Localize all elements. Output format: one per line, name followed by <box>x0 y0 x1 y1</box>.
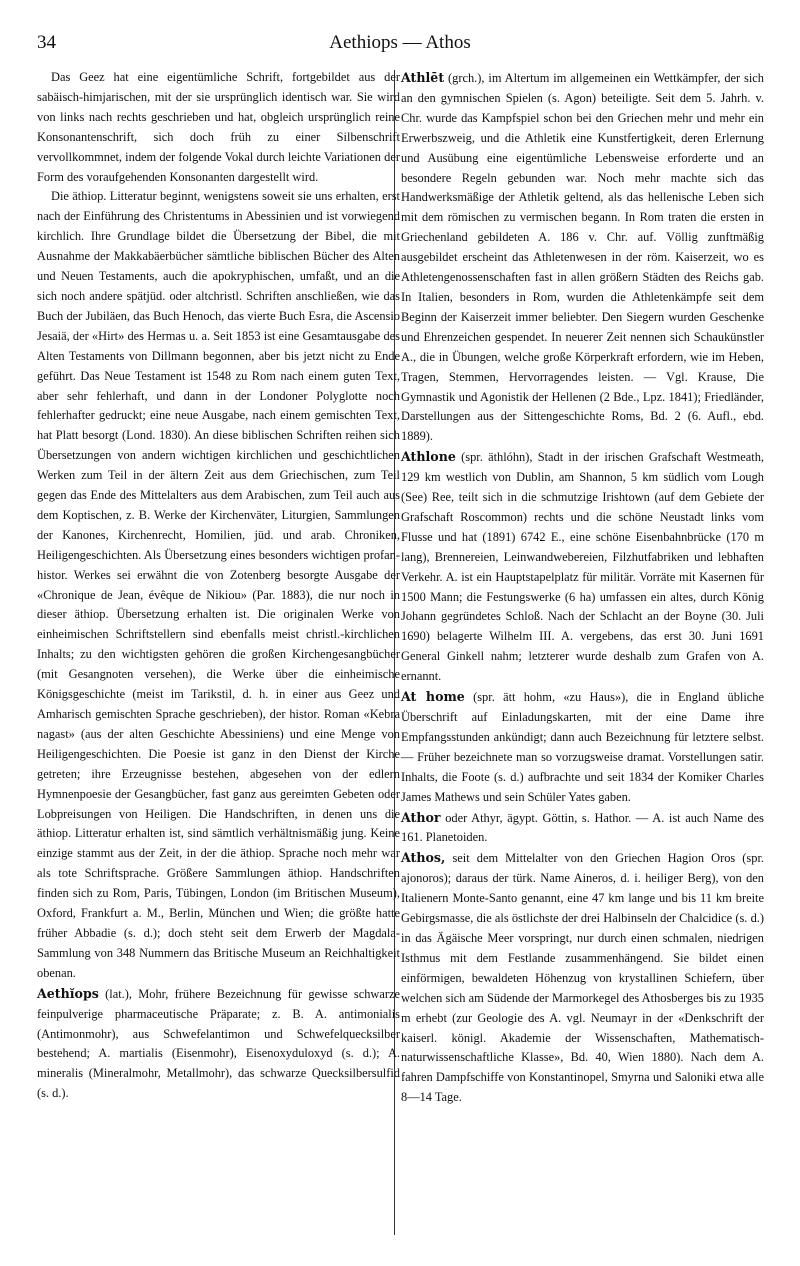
headword-athor: Athor <box>401 809 441 825</box>
right-column <box>401 68 764 1108</box>
page-number: 34 <box>37 32 56 53</box>
headword-aethiops: Aethĭops <box>37 985 99 1001</box>
entry-text-at-home: (spr. ätt hohm, «zu Haus»), die in England übliche Überschrift auf Einladungskarten, mit der eine Dame ihre Empfangsstunden ankündigt; dann auch Bezeichnung für letztere selbst. — Früher bezeichnete man so vorzugsweise dramat. Vorstellungen satir. Inhalts, die Foote (s. d.) aufbrachte und seit 1834 der Komiker Charles James Mathews und sein Schüler Yates gaben. <box>401 690 764 804</box>
entry-aethiops <box>37 984 400 1104</box>
entry-text-athor: oder Athyr, ägypt. Göttin, s. Hathor. — A. ist auch Name des 161. Planetoiden. <box>401 810 764 845</box>
headword-athos: Athos, <box>401 850 446 866</box>
entry-at-home <box>401 687 764 807</box>
entry-athlone <box>401 447 764 687</box>
page-header <box>37 32 763 56</box>
headword-athlone: Athlone <box>401 449 456 465</box>
left-column <box>37 68 400 1104</box>
entry-text-athos: seit dem Mittelalter von den Griechen Hagion Oros (spr. ajonoros); daraus der türk. Name Aineros, d. i. heiliger Berg), von den Italienern Monte-Santo genannt, eine 47 km lange und bis 11 km breite Gebirgsmasse, die als östlichste der drei Halbinseln der Chalcidice (s. d.) in das Ägäische Meer vorspringt, nur durch einen schmalen, niedrigen Isthmus mit dem Festlande zusammenhängend. Sie bildet einen einförmigen, bewaldeten Höhenzug von krystallinen Schiefern, über welchen sich am Südende der Marmorkegel des Athosberges bis zu 1935 m erhebt (zur Geologie des A. vgl. Neumayr in der «Denkschrift der kaiserl. königl. Akademie der Wissenschaften, Mathematisch-naturwissenschaftliche Klasse», Bd. 40, Wien 1880). Nach dem A. fahren Dampfschiffe von Konstantinopel, Smyrna und Saloniki etwa alle 8—14 Tage. <box>401 851 764 1105</box>
headword-athlet: Athlēt <box>401 70 445 85</box>
running-title: Aethiops — Athos <box>329 32 471 53</box>
entry-text-ethiopian-literature: Die äthiop. Litteratur beginnt, wenigstens soweit sie uns erhalten, erst nach der Einführung des Christentums in Abessinien und ist vorwiegend kirchlich. Ihre Grundlage bildet die Übersetzung der Bibel, die mit Ausnahme der Makkabäerbücher sämtliche biblischen Bücher des Alten und Neuen Testaments, auch die apokryphischen, umfaßt, und an die sich noch andere spätjüd. oder altchristl. Schriften anschließen, wie das Buch der Jubiläen, das Buch Henoch, das vierte Buch Esra, die Ascensio Jesaiä, der «Hirt» des Hermas u. a. Seit 1853 ist eine Gesamtausgabe des Alten Testaments von Dillmann begonnen, aber bis jetzt nicht zu Ende geführt. Das Neue Testament ist 1548 zu Rom nach einem guten Text, aber sehr fehlerhaft, und dann in der Londoner Polyglotte noch fehlerhafter gedruckt; eine neue Ausgabe, nach einem gemischten Text, hat Platt besorgt (Lond. 1830). An diese biblischen Schriften reihen sich Übersetzungen von andern wichtigen kirchlichen und geschichtlichen Werken zum Teil in der ältern Zeit aus dem Griechischen, zum Teil gegen das Ende des Mittelalters aus dem Arabischen, zum Teil auch aus dem Koptischen, z. B. Werke der Kirchenväter, Liturgien, Sammlungen der Kanones, Kirchenrecht, Homilien, jüd. und arab. Chroniken, Heiligengeschichten. Als Übersetzung eines besonders wichtigen profan-histor. Werkes sei erwähnt die von Zotenberg besorgte Ausgabe der «Chronique de Jean, évêque de Nikiou» (Par. 1883), die nur noch in dieser äthiop. Übersetzung erhalten ist. Die originalen Werke von einheimischen Schriftstellern sind ebenfalls meist christl.-kirchlichen Inhalts; zu den wichtigsten gehören die großen Kirchengesangbücher (mit Gesangnoten versehen), die Werke über die einheimische Königsgeschichte (meist im Tarikstil, d. h. in einer aus Geez und Amharisch gemischten Sprache geschrieben), der histor. Roman «Kebra nagast» (aus der alten Geschichte Abessiniens) und eine Menge von Heiligengeschichten. Die Poesie ist ganz in den Dienst der Kirche getreten; ihre Erzeugnisse bestehen, abgesehen von der edlern Hymnenpoesie der Gesangbücher, fast ganz aus gereimten Gebeten oder Lobpreisungen von Heiligen. Die Handschriften, in denen uns die äthiop. Litteratur erhalten ist, sind sämtlich verhältnismäßig jung. Keine einzige stammt aus der Zeit, in der die äthiop. Sprache noch mehr war als tote Schriftsprache. Größere Sammlungen äthiop. Handschriften finden sich zu Rom, Paris, Tübingen, London (im Britischen Museum), Oxford, Frankfurt a. M., Berlin, München und Wien; die größte hatte früher Abbadie (s. d.); doch steht seit dem Erwerb der Magdala-Sammlung von 348 Nummern das Britische Museum an Reichhaltigkeit obenan. <box>37 189 400 980</box>
entry-text-athlet: (grch.), im Altertum im allgemeinen ein Wettkämpfer, der sich an den gymnischen Spielen (s. Agon) beteiligte. Seit dem 5. Jahrh. v. Chr. wurde das Kampfspiel schon bei den Griechen mehr und mehr ein Erwerbszweig, und die Athletik eine Kunstfertigkeit, deren Erlernung und Ausübung eine eigentümliche Lebensweise erforderte und an besondere Regeln gebunden war. Noch mehr machte sich das Handwerksmäßige der Athletik geltend, als das hellenische Leben sich mit dem römischen zu vermischen begann. In Rom traten die ersten in Griechenland gebildeten A. 186 v. Chr. auf. Völlig zunftmäßig ausgebildet erscheint das Athletenwesen in der röm. Kaiserzeit, wo es Athletengenossenschaften fast in allen größern Städten des Reichs gab. In Italien, besonders in Rom, wurden die Athletenkämpfe seit dem Beginn der Kaiserzeit immer beliebter. Den Siegern wurden Geschenke und Ehrenzeichen gespendet. In neuerer Zeit nennen sich Schaukünstler A., die in Übungen, welche große Körperkraft erfordern, wie im Heben, Tragen, Stemmen, Hervorragendes leisten. — Vgl. Krause, Die Gymnastik und Agonistik der Hellenen (2 Bde., Lpz. 1841); Friedländer, Darstellungen aus der Sittengeschichte Roms, Bd. 2 (6. Aufl., ebd. 1889). <box>401 71 764 444</box>
entry-text-geez-script: Das Geez hat eine eigentümliche Schrift, fortgebildet aus der sabäisch-himjarischen, mit der sie ursprünglich identisch war. Sie wird von links nach rechts geschrieben und hat, obgleich ursprünglich reine Konsonantenschrift, sich doch früh zu einer Silbenschrift vervollkommnet, indem der folgende Vokal durch leichte Variationen der Form des voraufgehenden Konsonanten dargestellt wird. <box>37 70 400 184</box>
entry-athor <box>401 808 764 849</box>
entry-text-aethiops: (lat.), Mohr, frühere Bezeichnung für gewisse schwarze feinpulverige pharmaceutische Präparate; z. B. A. antimonialis (Antimonmohr), aus Schwefelantimon und Schwefelquecksilber bestehend; A. martialis (Eisenmohr), Eisenoxyduloxyd (s. d.); A. mineralis (Mineralmohr, Metallmohr), das schwarze Quecksilbersulfid (s. d.). <box>37 986 400 1101</box>
entry-text-athlone: (spr. äthlóhn), Stadt in der irischen Grafschaft Westmeath, 129 km westlich von Dublin, am Shannon, 5 km südlich vom Lough (See) Ree, teilt sich in die schmutzige Irishtown (auf dem Gebiete der Grafschaft Roscommon) rechts und die schöne Neustadt links vom Flusse und hat (1891) 6742 E., eine schöne Eisenbahnbrücke (170 m lang), Brennereien, Leinwandwebereien, Filzhutfabriken und lebhaften Verkehr. A. ist ein Hauptstapelplatz für militär. Vorräte mit Kasernen für 1500 Mann; die Festungswerke (6 ha) umfassen ein altes, durch König Johann gegründetes Schloß. Nach der Schlacht an der Boyne (30. Juli 1690) belagerte Wilhelm III. A. vergebens, das erst 30. Juni 1691 General Ginkell nahm; letzterer wurde deshalb zum Grafen von A. ernannt. <box>401 450 764 684</box>
headword-at-home: At home <box>401 689 465 705</box>
entry-athlet <box>401 68 764 447</box>
entry-athos <box>401 848 764 1108</box>
